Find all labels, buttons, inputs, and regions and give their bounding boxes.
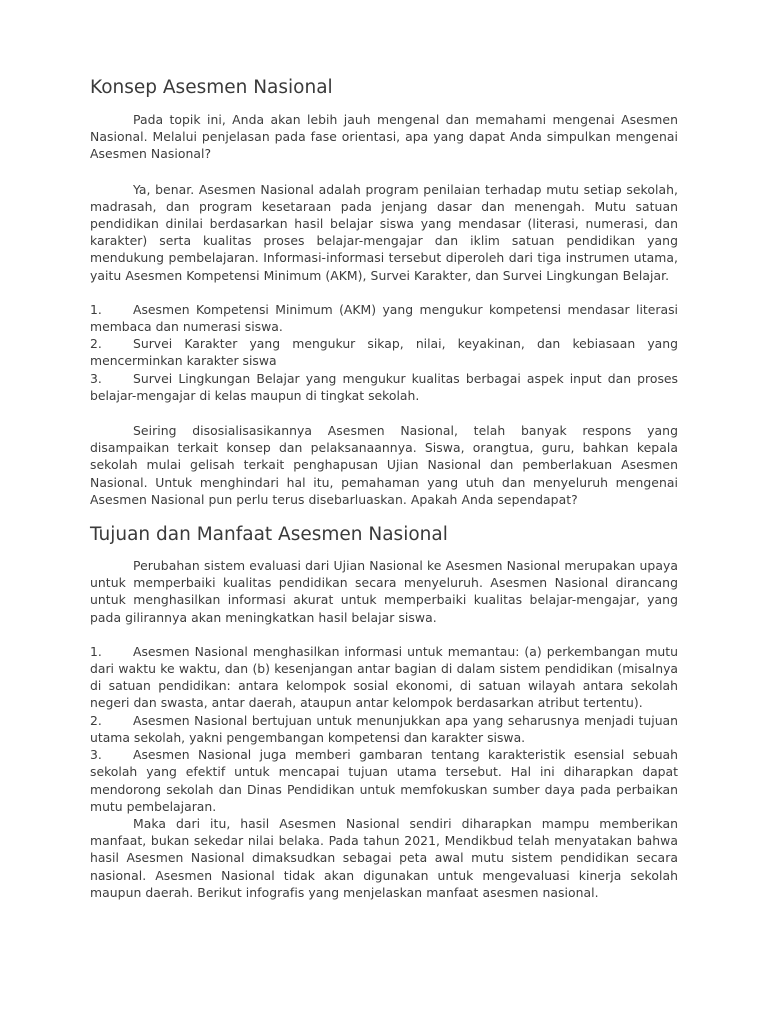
list-number: 1. xyxy=(90,643,102,659)
list-text: Survei Karakter yang mengukur sikap, nilai, keyakinan, dan kebiasaan yang mencerminkan karakter siswa xyxy=(90,336,678,369)
list-number: 3. xyxy=(90,747,102,763)
closing-paragraph: Seiring disosialisasikannya Asesmen Nasional, telah banyak respons yang disampaikan terkait konsep dan pelaksanaannya. Siswa, orangtua, guru, bahkan kepala sekolah mulai gelisah terkait penghapusan Ujian Nasional dan pemberlakuan Asesmen Nasional. Untuk menghindari hal itu, pemahaman yang utuh dan menyeluruh mengenai Asesmen Nasional pun perlu terus disebarluaskan. Apakah Anda sependapat? xyxy=(90,423,678,507)
list-text: Asesmen Nasional menghasilkan informasi untuk memantau: (a) perkembangan mutu dari waktu ke waktu, dan (b) kesenjangan antar bagian di dalam sistem pendidikan (misalnya di satuan pendidikan: antara kelompok sosial ekonomi, di satuan wilayah antara sekolah negeri dan swasta, antar daerah, ataupun antar kelompok berdasarkan atribut tertentu). xyxy=(90,643,678,711)
benefit-list xyxy=(90,643,678,815)
list-text: Asesmen Nasional juga memberi gambaran tentang karakteristik esensial sebuah sekolah yang efektif untuk mencapai tujuan utama tersebut. Hal ini diharapkan dapat mendorong sekolah dan Dinas Pendidikan untuk memfokuskan sumber daya pada perbaikan mutu pembelajaran. xyxy=(90,747,678,814)
list-item xyxy=(90,370,678,404)
list-number: 1. xyxy=(90,301,102,317)
list-item xyxy=(90,301,678,335)
list-item xyxy=(90,746,678,815)
tujuan-intro-paragraph: Perubahan sistem evaluasi dari Ujian Nasional ke Asesmen Nasional merupakan upaya untuk memperbaiki kualitas pendidikan secara menyeluruh. Asesmen Nasional dirancang untuk menghasilkan informasi akurat untuk memperbaiki kualitas belajar-mengajar, yang pada gilirannya akan meningkatkan hasil belajar siswa. xyxy=(90,558,678,625)
section-heading-konsep: Konsep Asesmen Nasional xyxy=(90,77,333,98)
section-heading-tujuan: Tujuan dan Manfaat Asesmen Nasional xyxy=(90,524,448,546)
intro-paragraph: Pada topik ini, Anda akan lebih jauh mengenal dan memahami mengenai Asesmen Nasional. Melalui penjelasan pada fase orientasi, apa yang dapat Anda simpulkan mengenai Asesmen Nasional? xyxy=(90,112,678,162)
list-number: 2. xyxy=(90,712,102,728)
list-number: 2. xyxy=(90,336,102,352)
list-item xyxy=(90,335,678,369)
list-item xyxy=(90,643,678,712)
answer-paragraph: Ya, benar. Asesmen Nasional adalah program penilaian terhadap mutu setiap sekolah, madrasah, dan program kesetaraan pada jenjang dasar dan menengah. Mutu satuan pendidikan dinilai berdasarkan hasil belajar siswa yang mendasar (literasi, numerasi, dan karakter) serta kualitas proses belajar-mengajar dan iklim satuan pendidikan yang mendukung pembelajaran. Informasi-informasi tersebut diperoleh dari tiga instrumen utama, yaitu Asesmen Kompetensi Minimum (AKM), Survei Karakter, dan Survei Lingkungan Belajar. xyxy=(90,181,678,283)
instrument-list xyxy=(90,301,678,404)
list-item xyxy=(90,712,678,746)
list-text: Survei Lingkungan Belajar yang mengukur kualitas berbagai aspek input dan proses belajar-mengajar di kelas maupun di tingkat sekolah. xyxy=(90,370,678,403)
list-number: 3. xyxy=(90,370,102,386)
tujuan-closing-paragraph: Maka dari itu, hasil Asesmen Nasional sendiri diharapkan mampu memberikan manfaat, bukan sekedar nilai belaka. Pada tahun 2021, Mendikbud telah menyatakan bahwa hasil Asesmen Nasional dimaksudkan sebagai peta awal mutu sistem pendidikan secara nasional. Asesmen Nasional tidak akan digunakan untuk mengevaluasi kinerja sekolah maupun daerah. Berikut infografis yang menjelaskan manfaat asesmen nasional. xyxy=(90,815,678,900)
list-text: Asesmen Nasional bertujuan untuk menunjukkan apa yang seharusnya menjadi tujuan utama sekolah, yakni pengembangan kompetensi dan karakter siswa. xyxy=(90,712,678,745)
list-text: Asesmen Kompetensi Minimum (AKM) yang mengukur kompetensi mendasar literasi membaca dan numerasi siswa. xyxy=(90,301,678,335)
